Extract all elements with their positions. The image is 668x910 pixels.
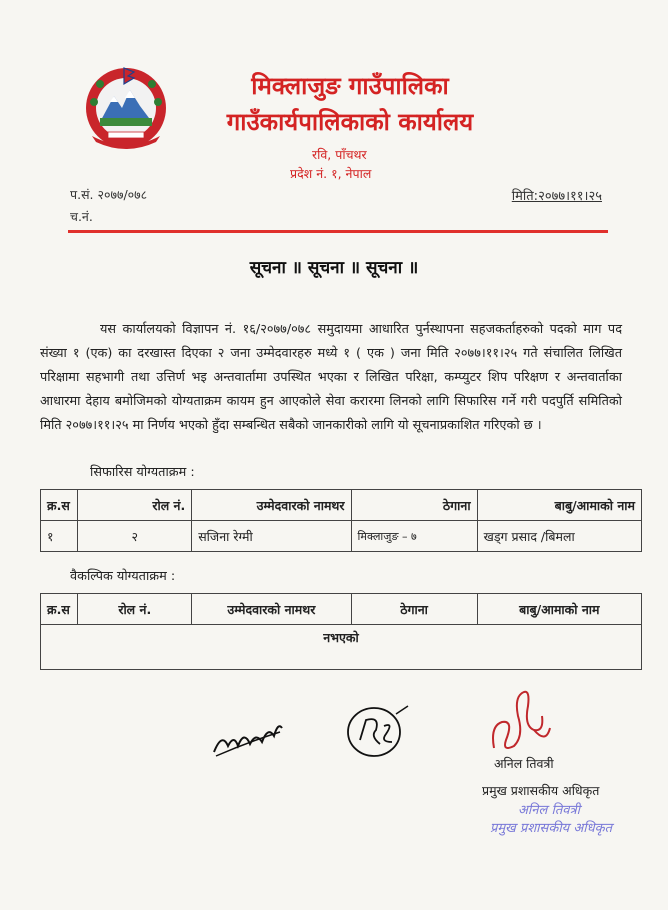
header-divider [68, 230, 608, 233]
nepal-emblem-icon [78, 62, 174, 152]
office-name-line1: मिक्लाजुङ गाउँपालिका [251, 72, 449, 100]
cell-name: सजिना रेग्मी [192, 521, 351, 552]
location-line2: प्रदेश नं. १, नेपाल [290, 166, 372, 181]
empty-cell: नभएको [41, 625, 642, 670]
col-parents: बाबु/आमाको नाम [477, 490, 641, 521]
table-header-row [41, 490, 642, 521]
alternate-table [40, 593, 642, 670]
col-parents: बाबु/आमाको नाम [477, 594, 641, 625]
cell-roll: २ [78, 521, 192, 552]
signatory-designation: प्रमुख प्रशासकीय अधिकृत [482, 783, 600, 798]
signatory-name: अनिल तिवत्री [494, 756, 554, 771]
recommended-label: सिफारिस योग्यताक्रम : [90, 465, 195, 480]
notice-title: सूचना ॥ सूचना ॥ सूचना ॥ [249, 258, 419, 278]
cell-address: मिक्लाजुङ – ७ [351, 521, 477, 552]
table-header-row [41, 594, 642, 625]
table-row [41, 521, 642, 552]
stamp-name: अनिल तिवत्री [518, 803, 581, 818]
notice-body [40, 318, 622, 438]
dispatch-number: च.नं. [70, 209, 93, 224]
col-name: उम्मेदवारको नामथर [192, 594, 351, 625]
alternate-label: वैकल्पिक योग्यताक्रम : [70, 569, 176, 584]
col-name: उम्मेदवारको नामथर [192, 490, 351, 521]
notice-body-text: यस कार्यालयको विज्ञापन नं. १६/२०७७/०७८ समुदायमा आधारित पुर्नस्थापना सहजकर्ताहरुको पदको माग पद संख्या १ (एक) का दरखास्त दिएका २ जना उम्मेदवारहरु मध्ये १ ( एक ) जना मिति २०७७।११।२५ गते संचालित लिखित परिक्षामा सहभागी तथा उत्तिर्ण भइ अन्तवार्तामा उपस्थित भएका र लिखित परिक्षा, कम्प्युटर शिप परिक्षण र अन्तवार्ताका आधारमा देहाय बमोजिमको योग्यताक्रम कायम हुन आएकोले सेवा करारमा लिनको लागि सिफारिस गर्ने गरी पदपुर्ति समितिको मिति २०७७।११।२५ मा निर्णय भएको हुँदा सम्बन्धित सबैको जानकारीको लागि यो सूचनाप्रकाशित गरिएको छ । [40, 322, 623, 433]
stamp-designation: प्रमुख प्रशासकीय अधिकृत [490, 821, 613, 836]
col-serial: क्र.स [41, 594, 78, 625]
col-serial: क्र.स [41, 490, 78, 521]
signature-3 [484, 686, 554, 762]
signature-1 [208, 712, 288, 762]
col-address: ठेगाना [351, 594, 477, 625]
office-name-line2: गाउँकार्यपालिकाको कार्यालय [226, 108, 474, 136]
col-address: ठेगाना [351, 490, 477, 521]
letter-date: मिति:२०७७।११।२५ [511, 189, 602, 204]
recommended-table [40, 489, 642, 552]
signature-2 [340, 698, 412, 762]
table-row [41, 625, 642, 670]
cell-serial: १ [41, 521, 78, 552]
col-roll: रोल नं. [78, 490, 192, 521]
letter-number: प.सं. २०७७/०७८ [70, 187, 148, 202]
col-roll: रोल नं. [78, 594, 192, 625]
cell-parents: खड्ग प्रसाद /बिमला [477, 521, 641, 552]
location-line1: रवि, पाँचथर [312, 147, 367, 162]
